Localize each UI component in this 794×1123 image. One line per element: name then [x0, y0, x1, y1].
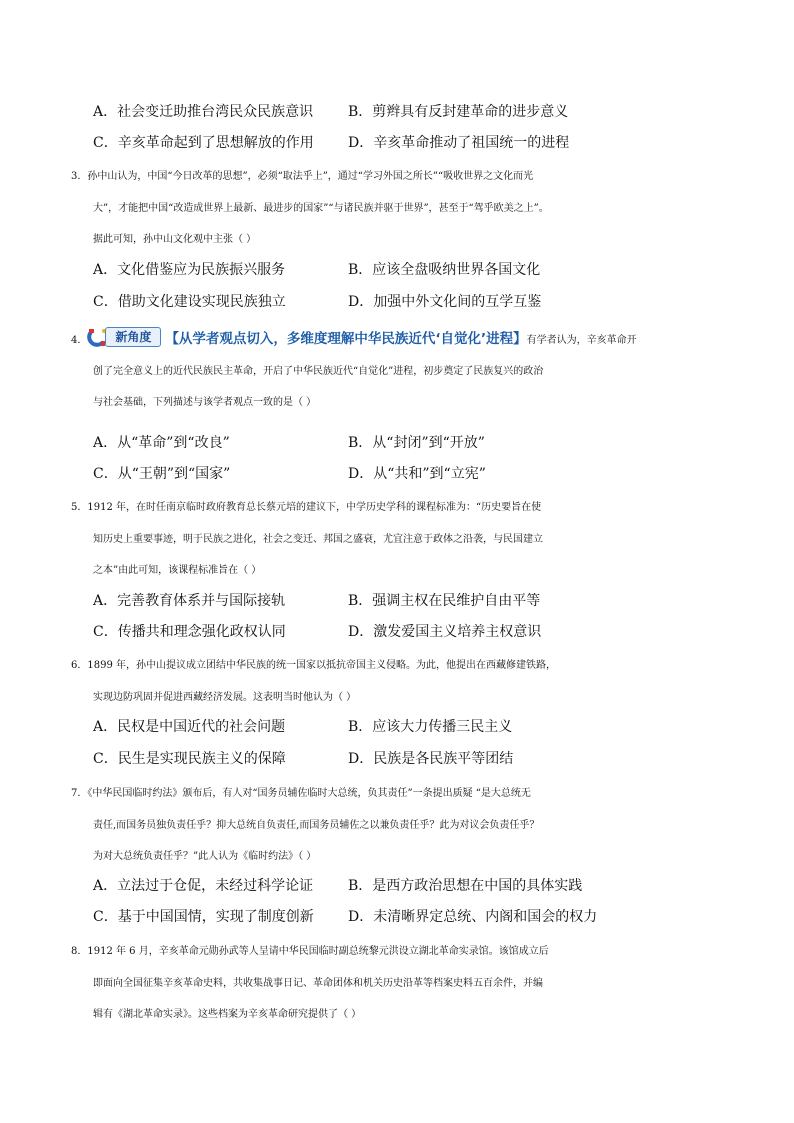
badge-label: 新角度 — [105, 327, 161, 347]
q3-option-b[interactable]: B．应该全盘吸纳世界各国文化 — [348, 262, 541, 278]
q2-option-d[interactable]: D．辛亥革命推动了祖国统一的进程 — [348, 135, 570, 151]
q5-line-3: 之本”由此可知，该课程标准旨在（ ） — [93, 565, 262, 576]
q5-line-1: 5．1912 年，在时任南京临时政府教育总长蔡元培的建议下，中学历史学科的课程标准为：“历史要旨在使 — [71, 502, 542, 513]
q7-option-c[interactable]: C．基于中国国情，实现了制度创新 — [93, 909, 314, 925]
q2-option-a[interactable]: A．社会变迁助推台湾民众民族意识 — [93, 104, 314, 120]
q5-option-b[interactable]: B．强调主权在民维护自由平等 — [348, 593, 541, 609]
q5-option-a[interactable]: A．完善教育体系并与国际接轨 — [93, 593, 286, 609]
q6-option-d[interactable]: D．民族是各民族平等团结 — [348, 751, 514, 767]
q4-topic-tag: 【从学者观点切入，多维度理解中华民族近代‘自觉化’进程】 — [165, 331, 527, 347]
question-5-stem — [71, 492, 726, 587]
q6-line-1: 6．1899 年，孙中山提议成立团结中华民族的统一国家以抵抗帝国主义侵略。为此，他提出在西藏修建铁路， — [71, 660, 556, 671]
q6-option-c[interactable]: C．民生是实现民族主义的保障 — [93, 751, 286, 767]
q7-option-a[interactable]: A．立法过于仓促，未经过科学论证 — [93, 878, 314, 894]
q8-line-2: 即面向全国征集辛亥革命史料，共收集战事日记、革命团体和机关历史沿革等档案史料五百余件，并编 — [93, 977, 543, 989]
q4-line-2: 创了完全意义上的近代民族民主革命，开启了中华民族近代“自觉化”进程，初步奠定了民族复兴的政治 — [93, 365, 544, 377]
q6-line-2: 实现边防巩固并促进西藏经济发展。这表明当时他认为（ ） — [93, 691, 357, 703]
q3-option-c[interactable]: C．借助文化建设实现民族独立 — [93, 294, 286, 310]
q3-option-d[interactable]: D．加强中外文化间的互学互鉴 — [348, 294, 542, 310]
question-8-stem — [71, 936, 726, 1031]
q4-option-b[interactable]: B．从“封闭”到“开放” — [348, 435, 485, 451]
q4-line-1 — [71, 324, 726, 356]
q3-option-a[interactable]: A．文化借鉴应为民族振兴服务 — [93, 262, 286, 278]
q4-number: 4． — [71, 335, 88, 346]
q5-option-c[interactable]: C．传播共和理念强化政权认同 — [93, 624, 286, 640]
q5-option-d[interactable]: D．激发爱国主义培养主权意识 — [348, 624, 542, 640]
q7-option-b[interactable]: B．是西方政治思想在中国的具体实践 — [348, 878, 583, 894]
question-4-stem — [71, 324, 726, 419]
q4-option-d[interactable]: D．从“共和”到“立宪” — [348, 466, 486, 482]
q2-option-b[interactable]: B．剪辫具有反封建革命的进步意义 — [348, 104, 569, 120]
new-angle-badge — [87, 326, 161, 346]
q7-option-d[interactable]: D．未清晰界定总统、内阁和国会的权力 — [348, 909, 598, 925]
q4-line-3: 与社会基础，下列描述与该学者观点一致的是（ ） — [93, 397, 317, 408]
question-3-stem — [71, 161, 726, 256]
q4-option-a[interactable]: A．从“革命”到“改良” — [93, 435, 230, 451]
q4-line-1-text: 有学者认为，辛亥革命开 — [526, 335, 637, 346]
q6-option-b[interactable]: B．应该大力传播三民主义 — [348, 719, 513, 735]
q7-line-1: 7．《中华民国临时约法》颁布后，有人对“国务员辅佐临时大总统，负其责任”一条提出质疑 “是大总统无 — [71, 788, 531, 799]
q2-option-c[interactable]: C．辛亥革命起到了思想解放的作用 — [93, 135, 314, 151]
q4-option-c[interactable]: C．从“王朝”到“国家” — [93, 466, 231, 482]
q7-line-3: 为对大总统负责任乎？”此人认为《临时约法》（ ） — [93, 851, 317, 862]
question-7-stem — [71, 778, 726, 873]
q3-line-1: 3．孙中山认为，中国“今日改革的思想”，必须“取法乎上”，通过“学习外国之所长”“吸收世界之文化而光 — [71, 171, 534, 182]
q7-line-2: 责任,而国务员独负责任乎？抑大总统自负责任,而国务员辅佐之以兼负责任乎？此为对议会负责任乎？ — [93, 819, 540, 831]
q6-option-a[interactable]: A．民权是中国近代的社会问题 — [93, 719, 286, 735]
q8-line-1: 8．1912 年 6 月，辛亥革命元勋孙武等人呈请中华民国临时副总统黎元洪设立湖北革命实录馆。该馆成立后 — [71, 946, 549, 957]
q5-line-2: 知历史上重要事迹，明于民族之进化，社会之变迁、邦国之盛衰，尤宜注意于政体之沿袭，与民国建立 — [93, 533, 543, 545]
q3-line-3: 据此可知，孙中山文化观中主张（ ） — [93, 234, 257, 245]
q3-line-2: 大”，才能把中国“改造成世界上最新、最进步的国家”“与诸民族并驱于世界”，甚至于“驾乎欧美之上”。 — [93, 202, 549, 214]
q8-line-3: 辑有《湖北革命实录》。这些档案为辛亥革命研究提供了（ ） — [93, 1009, 362, 1020]
question-6-stem — [71, 650, 726, 713]
